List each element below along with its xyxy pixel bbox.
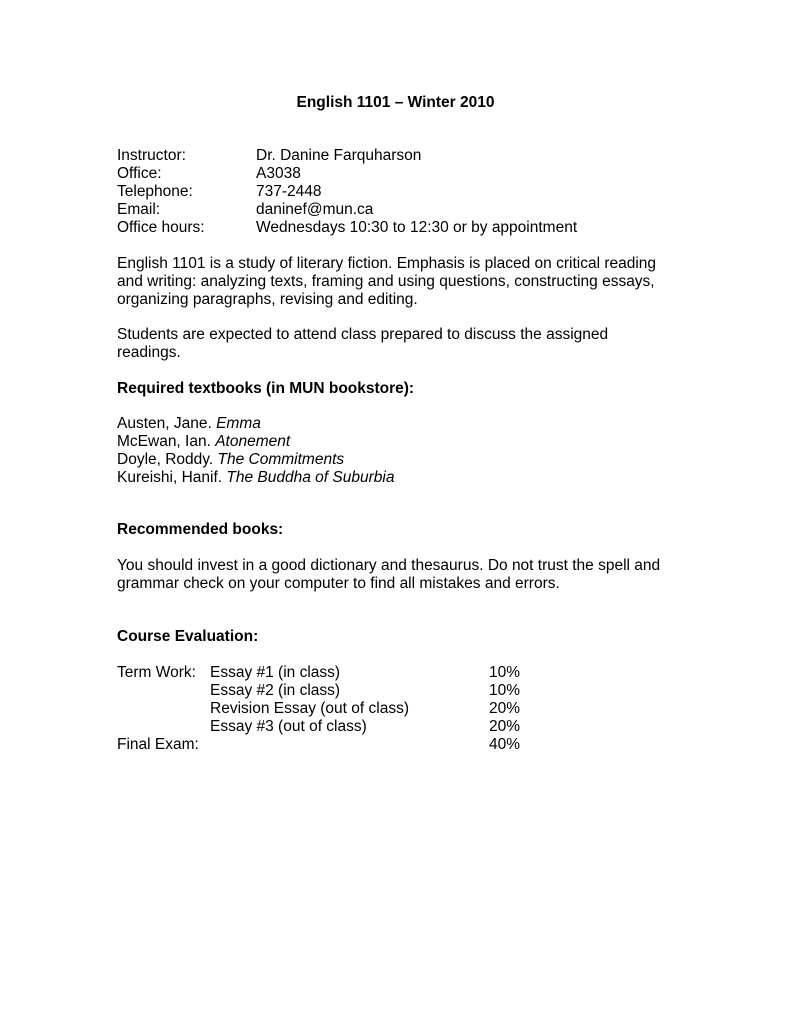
office-value: A3038 — [256, 165, 301, 182]
final-exam-label: Final Exam: — [117, 736, 199, 753]
email-value: daninef@mun.ca — [256, 201, 374, 218]
textbooks-heading: Required textbooks (in MUN bookstore): — [117, 380, 415, 397]
telephone-label: Telephone: — [117, 183, 193, 200]
description-line: and writing: analyzing texts, framing and using questions, constructing essays, — [117, 273, 655, 290]
evaluation-item-weight: 20% — [489, 718, 521, 735]
description-line: English 1101 is a study of literary fiction. Emphasis is placed on critical reading — [117, 255, 657, 272]
document-title: English 1101 – Winter 2010 — [296, 94, 495, 111]
office-hours-value: Wednesdays 10:30 to 12:30 or by appointment — [256, 219, 578, 236]
email-label: Email: — [117, 201, 161, 218]
attendance-line: Students are expected to attend class prepared to discuss the assigned — [117, 326, 609, 343]
final-exam-weight: 40% — [489, 736, 521, 753]
instructor-value: Dr. Danine Farquharson — [256, 147, 422, 164]
attendance-line: readings. — [117, 344, 181, 361]
evaluation-item-weight: 10% — [489, 664, 521, 681]
textbook-author: Doyle, Roddy. — [117, 451, 218, 468]
term-work-label: Term Work: — [117, 664, 196, 681]
instructor-label: Instructor: — [117, 147, 186, 164]
textbook-author: McEwan, Ian. — [117, 433, 216, 450]
textbook-item — [117, 433, 290, 451]
recommended-line: grammar check on your computer to find all mistakes and errors. — [117, 575, 560, 592]
textbook-title: The Buddha of Suburbia — [226, 469, 395, 486]
evaluation-item-weight: 10% — [489, 682, 521, 699]
recommended-heading: Recommended books: — [117, 521, 284, 538]
evaluation-heading: Course Evaluation: — [117, 628, 259, 645]
office-label: Office: — [117, 165, 162, 182]
office-hours-label: Office hours: — [117, 219, 205, 236]
textbook-title: Atonement — [215, 433, 291, 450]
textbook-author: Kureishi, Hanif. — [117, 469, 227, 486]
textbook-item — [117, 451, 344, 469]
evaluation-item-name: Essay #1 (in class) — [210, 664, 341, 681]
evaluation-item-name: Essay #2 (in class) — [210, 682, 341, 699]
telephone-value: 737-2448 — [256, 183, 322, 200]
evaluation-item-weight: 20% — [489, 700, 521, 717]
textbook-item — [117, 469, 394, 487]
description-line: organizing paragraphs, revising and editing. — [117, 291, 418, 308]
evaluation-item-name: Revision Essay (out of class) — [210, 700, 409, 717]
textbook-title: Emma — [216, 415, 261, 432]
textbook-item — [117, 415, 261, 433]
evaluation-item-name: Essay #3 (out of class) — [210, 718, 367, 735]
textbook-title: The Commitments — [217, 451, 345, 468]
recommended-line: You should invest in a good dictionary and thesaurus. Do not trust the spell and — [117, 557, 661, 574]
textbook-author: Austen, Jane. — [117, 415, 217, 432]
